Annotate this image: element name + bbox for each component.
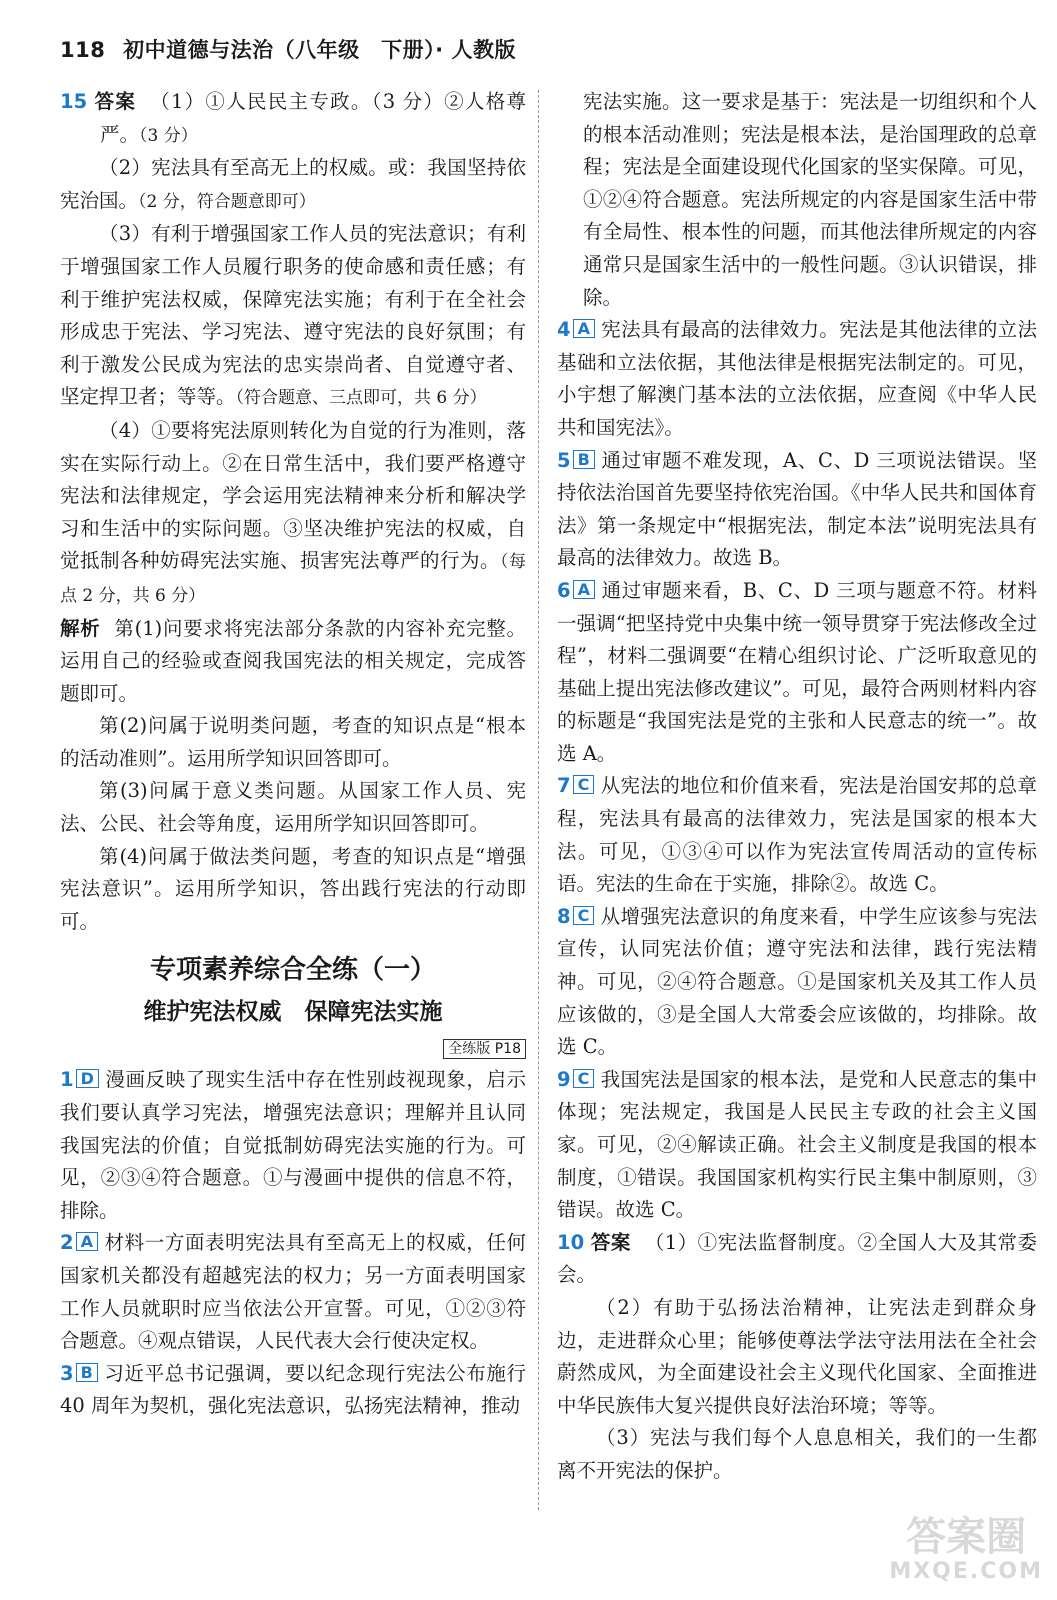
answer-letter: C — [573, 1069, 595, 1088]
q9-item — [557, 1064, 1037, 1227]
answer-text: （2）宪法具有至高无上的权威。或：我国坚持依宪治国。 — [60, 156, 526, 212]
watermark-logo — [889, 1515, 1043, 1584]
answer-letter: B — [573, 450, 595, 469]
answer-text: （1）①宪法监督制度。②全国人大及其常委会。 — [557, 1230, 1037, 1287]
q3-item — [60, 1358, 526, 1423]
q8-item — [557, 901, 1037, 1064]
score-note: （2 分，符合题意即可） — [138, 191, 316, 212]
page-reference-box: 全练版 P18 — [443, 1039, 526, 1059]
explanation-text: 通过审题来看，B、C、D 三项与题意不符。材料一强调“把坚持党中央集中统一领导贯穿于宪法修改全过程”，材料二强调要“在精心组织讨论、广泛听取意见的基础上提出宪法修改建议”。可见，最符合两则材料内容的标题是“我国宪法是党的主张和人民意志的统一”。故选 A。 — [557, 578, 1037, 765]
explanation-text: 通过审题不难发现，A、C、D 三项说法错误。坚持依法治国首先要坚持依宪治国。《中华人民共和国体育法》第一条规定中“根据宪法，制定本法”说明宪法具有最高的法律效力。故选 B。 — [557, 448, 1037, 570]
question-number: 2 — [60, 1231, 74, 1255]
section-subtitle: 维护宪法权威 保障宪法实施 — [143, 999, 443, 1026]
question-number: 6 — [557, 578, 571, 602]
answer-tag: 答案 — [590, 1230, 631, 1254]
question-number: 9 — [557, 1067, 571, 1091]
answer-text: （3）有利于增强国家工作人员的宪法意识；有利于增强国家工作人员履行职务的使命感和责任感；有利于维护宪法权威，保障宪法实施；有利于在全社会形成忠于宪法、学习宪法、遵守宪法的良好氛围；有利于激发公民成为宪法的忠实崇尚者、自觉遵守者、坚定捍卫者；等等。 — [60, 222, 526, 409]
q15-answer-2 — [60, 152, 526, 218]
answer-letter: A — [76, 1232, 98, 1251]
question-number: 5 — [557, 448, 571, 472]
question-number: 1 — [60, 1068, 74, 1092]
analysis-tag: 解析 — [60, 616, 101, 640]
score-note: （3 分） — [139, 125, 198, 146]
q10-answer-1 — [557, 1227, 1037, 1292]
answer-tag: 答案 — [94, 90, 137, 113]
q6-item — [557, 575, 1037, 771]
column-divider — [538, 90, 539, 1510]
q7-item — [557, 770, 1037, 900]
watermark-line2: MXQE.COM — [889, 1559, 1043, 1584]
page-number: 118 — [60, 38, 106, 62]
question-number: 4 — [557, 318, 571, 342]
answer-letter: C — [573, 906, 595, 925]
watermark-line1: 答案圈 — [906, 1514, 1027, 1560]
q15-analysis-3: 第(3)问属于意义类问题。从国家工作人员、宪法、公民、社会等角度，运用所学知识回答即可。 — [60, 779, 526, 836]
question-number: 15 — [60, 90, 88, 113]
explanation-text: 习近平总书记强调，要以纪念现行宪法公布施行 40 周年为契机，强化宪法意识，弘扬宪法精神，推动 — [60, 1361, 526, 1418]
q15-answer-1 — [60, 86, 526, 152]
question-number: 3 — [60, 1361, 74, 1385]
q15-answer-3 — [60, 218, 526, 415]
question-number: 8 — [557, 904, 571, 928]
answer-letter: D — [76, 1069, 99, 1088]
q4-item — [557, 314, 1037, 444]
answer-letter: A — [573, 580, 595, 599]
q15-analysis-1 — [60, 613, 526, 711]
q10-answer-3: （3）宪法与我们每个人息息相关，我们的一生都离不开宪法的保护。 — [557, 1426, 1037, 1482]
explanation-text: 从增强宪法意识的角度来看，中学生应该参与宪法宣传，认同宪法价值；遵守宪法和法律，践行宪法精神。可见，②④符合题意。①是国家机关及其工作人员应该做的，③是全国人大常委会应该做的，均排除。故选 C。 — [557, 904, 1037, 1059]
answer-letter: C — [573, 775, 595, 794]
answer-letter: B — [76, 1363, 98, 1382]
q10-answer-2: （2）有助于弘扬法治精神，让宪法走到群众身边，走进群众心里；能够使尊法学法守法用法在全社会蔚然成风，为全面建设社会主义现代化国家、全面推进中华民族伟大复兴提供良好法治环境；等等。 — [557, 1295, 1037, 1417]
book-title: 初中道德与法治（八年级 下册）· 人教版 — [123, 38, 516, 62]
right-column — [557, 86, 1037, 1488]
page-reference — [60, 1034, 526, 1060]
explanation-text: 材料一方面表明宪法具有至高无上的权威，任何国家机关都没有超越宪法的权力；另一方面表明国家工作人员就职时应当依法公开宣誓。可见，①②③符合题意。④观点错误，人民代表大会行使决定权。 — [60, 1231, 526, 1353]
q1-item — [60, 1064, 526, 1227]
q15-answer-4 — [60, 415, 526, 613]
q15-analysis-4: 第(4)问属于做法类问题，考查的知识点是“增强宪法意识”。运用所学知识，答出践行宪法的行动即可。 — [60, 844, 526, 933]
question-number: 7 — [557, 774, 571, 798]
q15-analysis-2: 第(2)问属于说明类问题，考查的知识点是“根本的活动准则”。运用所学知识回答即可。 — [60, 714, 526, 770]
answer-text: （1）①人民民主专政。（3 分）②人格尊严。 — [100, 90, 526, 146]
q2-item — [60, 1227, 526, 1357]
page-header — [60, 34, 516, 64]
analysis-text: 第(1)问要求将宪法部分条款的内容补充完整。运用自己的经验或查阅我国宪法的相关规定，完成答题即可。 — [60, 616, 526, 705]
q5-item — [557, 445, 1037, 575]
explanation-text: 我国宪法是国家的根本法，是党和人民意志的集中体现；宪法规定，我国是人民民主专政的社会主义国家。可见，②④解读正确。社会主义制度是我国的根本制度，①错误。我国国家机构实行民主集中制原则，③错误。故选 C。 — [557, 1067, 1037, 1222]
explanation-text: 宪法具有最高的法律效力。宪法是其他法律的立法基础和立法依据，其他法律是根据宪法制定的。可见，小宇想了解澳门基本法的立法依据，应查阅《中华人民共和国宪法》。 — [557, 318, 1037, 439]
explanation-text: 漫画反映了现实生活中存在性别歧视现象，启示我们要认真学习宪法，增强宪法意识；理解并且认同我国宪法的价值；自觉抵制妨碍宪法实施的行为。可见，②③④符合题意。①与漫画中提供的信息不符，排除。 — [60, 1068, 526, 1222]
explanation-text: 从宪法的地位和价值来看，宪法是治国安邦的总章程，宪法具有最高的法律效力，宪法是国家的根本大法。可见，①③④可以作为宪法宣传周活动的宣传标语。宪法的生命在于实施，排除②。故选 C。 — [557, 774, 1037, 896]
question-number: 10 — [557, 1230, 585, 1254]
answer-text: （4）①要将宪法原则转化为自觉的行为准则，落实在实际行动上。②在日常生活中，我们要严格遵守宪法和法律规定，学会运用宪法精神来分析和解决学习和生活中的实际问题。③坚决维护宪法的权威，自觉抵制各种妨碍宪法实施、损害宪法尊严的行为。 — [60, 418, 526, 573]
answer-letter: A — [573, 319, 595, 338]
left-column — [60, 86, 526, 1423]
section-title: 专项素养综合全练（一） — [149, 955, 436, 986]
score-note: （符合题意、三点即可，共 6 分） — [235, 388, 487, 409]
q3-continued: 宪法实施。这一要求是基于：宪法是一切组织和个人的根本活动准则；宪法是根本法，是治国理政的总章程；宪法是全面建设现代化国家的坚实保障。可见，①②④符合题意。宪法所规定的内容是国家生活中带有全局性、根本性的问题，而其他法律所规定的内容通常只是国家生活中的一般性问题。③认识错误，排除。 — [583, 90, 1037, 309]
score-note: （每点 2 分，共 6 分） — [60, 552, 526, 606]
